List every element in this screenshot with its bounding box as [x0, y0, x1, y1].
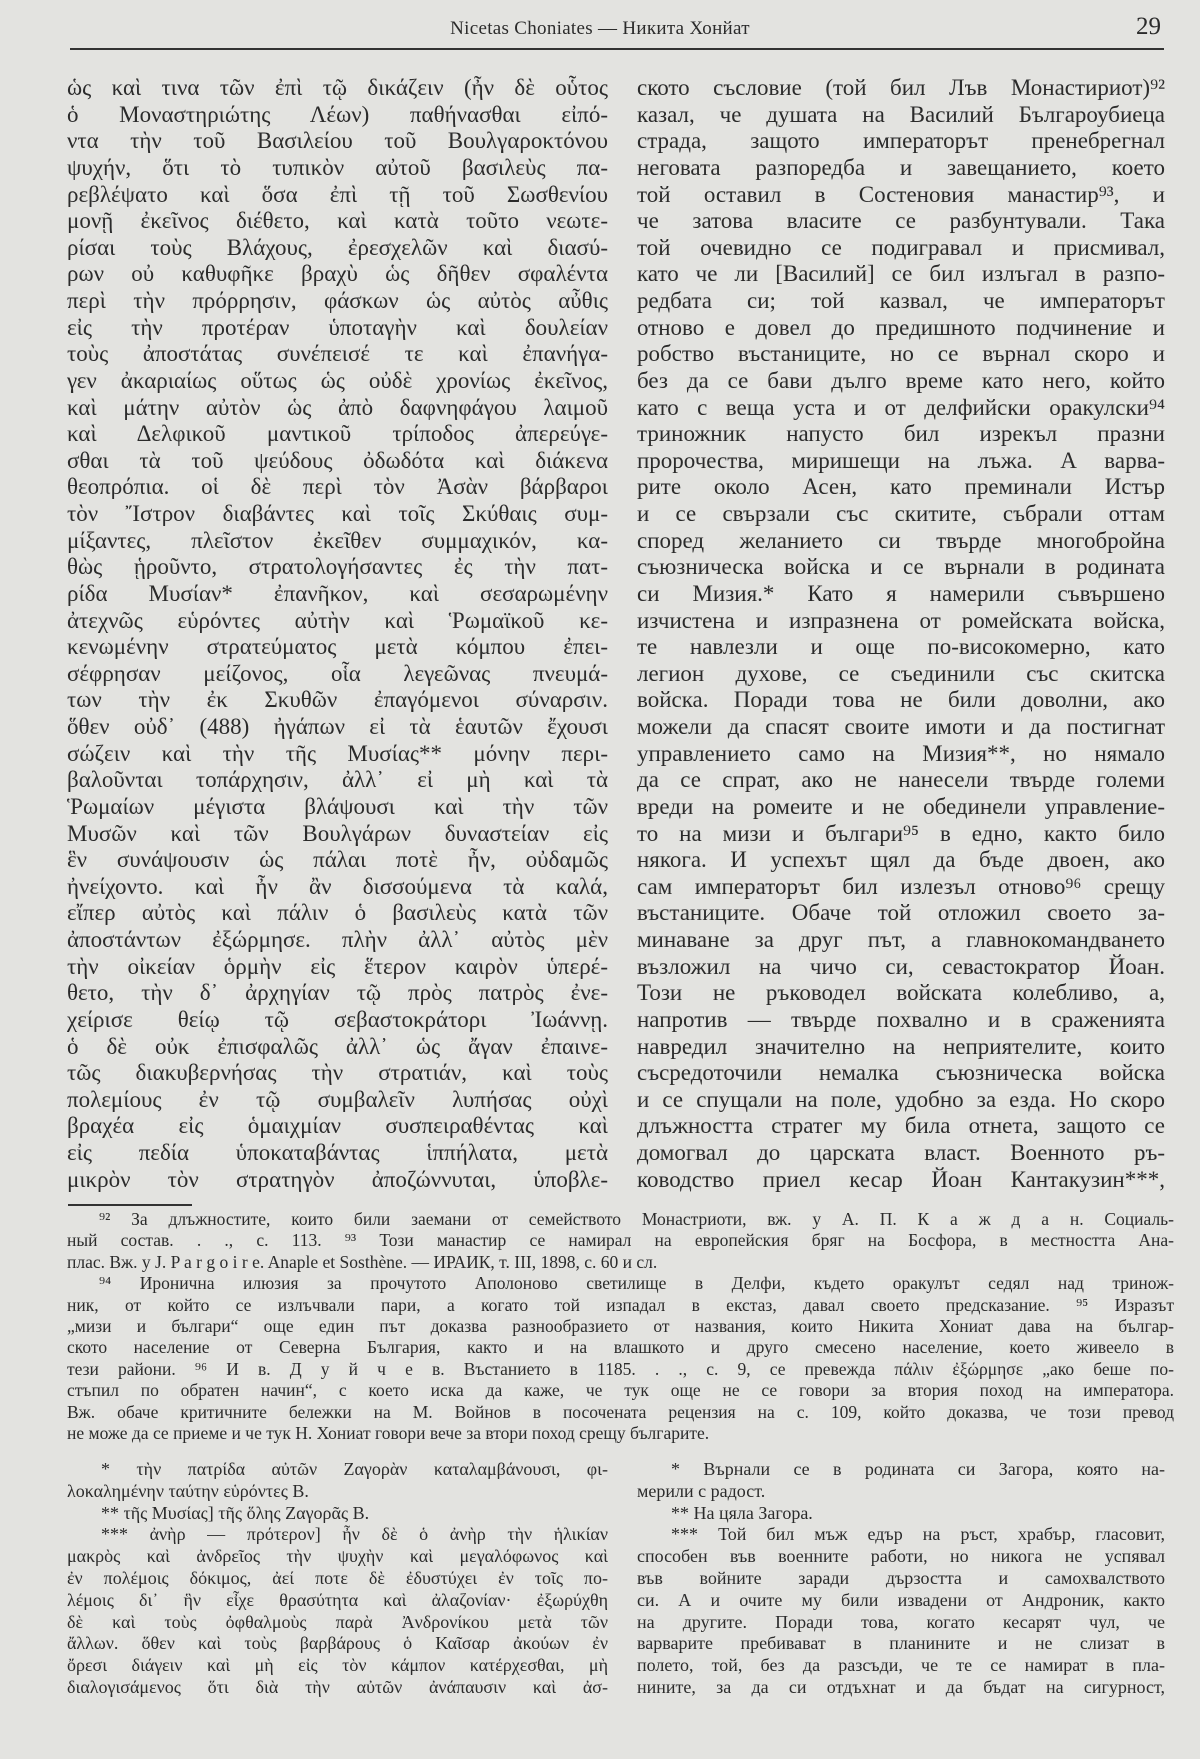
greek-text-line: ντα τὴν τοῦ Βασιλείου τοῦ Βουλγαροκτόνου — [67, 128, 608, 154]
greek-text-line: βραχέα εἰς ὁμαιχμίαν συσπειραθέντας καὶ — [67, 1113, 608, 1139]
bulgarian-text-line: да се спрат, ако не нанесели твърде големи — [637, 767, 1165, 793]
greek-text-line: Μυσῶν καὶ τῶν Βουλγάρων δυναστείαν εἰς — [67, 820, 608, 846]
bulgarian-note-line: мерили с радост. — [637, 1480, 766, 1501]
greek-text-line: τὴν οἰκείαν ὁρμὴν εἰς ἕτερον καιρὸν ὑπερέ- — [67, 953, 608, 979]
greek-text-line: ρίδα Μυσίαν* ἐπανῆκον, καὶ σεσαρωμένην — [67, 580, 608, 606]
header-rule — [70, 48, 1164, 50]
greek-text-line: βαλοῦνται τοπάρχησιν, ἀλλ᾽ εἰ μὴ καὶ τὰ — [67, 767, 608, 793]
bulgarian-text-line: като с веща уста и от делфийски оракулски⁹⁴ — [637, 394, 1165, 420]
bulgarian-text-line: домогвал до царската власт. Военното ръ- — [637, 1140, 1165, 1165]
greek-note-line: διαλογισάμενος ὅτι διὰ τὴν αὐτῶν ἀνάπαυσιν καὶ ἀσ- — [67, 1676, 608, 1697]
bulgarian-text-line: рите около Асен, като преминали Истър — [637, 474, 1165, 500]
page-number: 29 — [1136, 13, 1161, 40]
footnote-line: плас. Вж. у J. P a r g o i r e. Anaple et Sosthène. — ИРАИК, т. III, 1898, с. 60 и сл. — [67, 1251, 658, 1272]
bulgarian-text-line: съюзническа войска и се върнали в родината — [637, 554, 1165, 580]
bulgarian-translation-column — [637, 75, 1165, 1193]
greek-text-line: πολεμίους ἐν τῷ συμβαλεῖν λυπήσας οὐχὶ — [67, 1086, 608, 1112]
bulgarian-note-line: си. А и очите му били извадени от Андроник, както — [637, 1589, 1165, 1610]
bulgarian-text-line: той оставил в Состеновия манастир⁹³, и — [637, 181, 1165, 207]
bulgarian-text-line: можели да спасят своите имоти и да постигнат — [637, 714, 1165, 739]
greek-text-line: ὅθεν οὐδ᾽ (488) ἠγάπων εἰ τὰ ἑαυτῶν ἔχουσι — [67, 714, 608, 739]
greek-text-line: γεν ἀκαριαίως οὕτως ὡς οὐδὲ χρονίως ἐκεῖνος, — [67, 367, 608, 393]
bulgarian-text-line: триножник напусто бил изрекъл празни — [637, 421, 1165, 447]
bulgarian-text-line: възложил на чичо си, севастократор Йоан. — [637, 953, 1165, 979]
bulgarian-text-line: редбата си; той казвал, че императорът — [637, 288, 1165, 313]
bulgarian-text-line: ското съсловие (той бил Лъв Монастириот)⁹² — [637, 75, 1165, 100]
footnote-line: ный состав. . ., с. 113. ⁹³ Този манастир се намирал на европейския бряг на Босфора, в местността Ана- — [67, 1230, 1174, 1251]
greek-text-line: τῶς διακυβερνήσας τὴν στρατιάν, καὶ τοὺς — [67, 1060, 608, 1086]
greek-text-line: ρίσαι τοὺς Βλάχους, ἐρεσχελῶν καὶ διασύ- — [67, 234, 608, 260]
bulgarian-text-line: напротив — твърде похвално и в сраженията — [637, 1006, 1165, 1032]
greek-text-line: τὸν Ἴστρον διαβάντες καὶ τοῖς Σκύθαις συμ- — [67, 501, 608, 526]
greek-text-line: ἀτεχνῶς εὑρόντες αὐτὴν καὶ Ῥωμαϊκοῦ κε- — [67, 607, 608, 633]
bulgarian-text-line: че затова власите се разбунтували. Така — [637, 208, 1165, 234]
greek-text-line: μίξαντες, πλεῖστον ἐκεῖθεν συμμαχικόν, κα- — [67, 527, 608, 553]
bulgarian-text-line: той очевидно се подигравал и присмивал, — [637, 234, 1165, 260]
greek-text-line: ψυχήν, ὅτι τὸ τυπικὸν αὐτοῦ βασιλεὺς πα- — [67, 154, 608, 180]
greek-text-line: καὶ Δελφικοῦ μαντικοῦ τρίποδος ἀπερεύγε- — [67, 421, 608, 447]
footnote-line: не може да се приеме и че тук Н. Хониат говори вече за втори поход срещу българите. — [67, 1422, 710, 1443]
footnotes — [67, 1209, 1174, 1444]
greek-note-line: ἐν πολέμοις δόκιμος, ἀεί ποτε δὲ ἐδυστύχει ἐν τοῖς πο- — [67, 1567, 608, 1588]
bulgarian-note-line: нините, за да си отдъхнат и да бъдат на сигурност, — [637, 1676, 1165, 1697]
bulgarian-text-line: минаване за друг път, а главнокомандването — [637, 927, 1165, 952]
greek-text-line: κενωμένην στρατεύματος μετὰ κόμπου ἐπει- — [67, 634, 608, 660]
greek-text-line: καὶ μάτην αὐτὸν ὡς ἀπὸ δαφνηφάγου λαιμοῦ — [67, 394, 608, 420]
bulgarian-note-line: на другите. Поради това, когато кесарят чул, че — [637, 1611, 1165, 1632]
footnote-line: ⁹⁴ Иронична илюзия за прочутото Аполоново светилище в Делфи, където оракулът седял над тринож- — [99, 1273, 1174, 1294]
greek-note-line: *** ἀνὴρ — πρότερον] ἦν δὲ ὁ ἀνὴρ τὴν ἡλικίαν — [101, 1524, 608, 1545]
greek-text-line: ρεβλέψατο καὶ ὅσα ἐπὶ τῇ τοῦ Σωσθενίου — [67, 181, 608, 207]
greek-note-line: λέμοις δι᾽ ἣν εἶχε θρασύτητα καὶ ἀλαζονίαν· ἐξωρύχθη — [67, 1589, 608, 1610]
bulgarian-text-line: отново е довел до предишното подчинение и — [637, 314, 1165, 340]
bulgarian-text-line: Този не ръководел войската колебливо, а, — [637, 980, 1165, 1006]
bulgarian-text-line: без да се бави дълго време като него, който — [637, 367, 1165, 393]
greek-text-line: θεοπρόπια. οἱ δὲ περὶ τὸν Ἀσὰν βάρβαροι — [67, 474, 608, 500]
footnote-line: ското население от Северна България, както и на влашкото и друго смесено население, което живеело в — [67, 1337, 1174, 1358]
bulgarian-note-line: варварите пребивават в планините и не слизат в — [637, 1633, 1165, 1654]
greek-text-line: ἓν συνάψουσιν ὡς πάλαι ποτὲ ἦν, οὐδαμῶς — [67, 847, 608, 873]
running-title: Nicetas Choniates — Никита Хонйат — [450, 18, 750, 39]
bulgarian-text-line: въстаниците. Обаче той отложил своето за- — [637, 900, 1165, 926]
footnote-line: „мизи и българи“ още един път доказва разнообразието от названия, които Никита Хониат дава на българ- — [67, 1315, 1174, 1336]
greek-text-line: μικρὸν τὸν στρατηγὸν ἀποζώννυται, ὑποβλε- — [67, 1166, 608, 1192]
bulgarian-text-line: войска. Поради това не били доволни, ако — [637, 687, 1165, 713]
bulgarian-text-line: ководство приел кесар Йоан Кантакузин***, — [637, 1166, 1165, 1192]
bulgarian-text-line: някога. И успехът щял да бъде двоен, ако — [637, 847, 1165, 873]
bulgarian-note-line: ** На цяла Загора. — [671, 1502, 813, 1523]
bulgarian-text-line: навредил значително на неприятелите, които — [637, 1033, 1165, 1059]
greek-text-column — [67, 75, 608, 1193]
greek-text-line: εἴπερ αὐτὸς καὶ πάλιν ὁ βασιλεὺς κατὰ τῶν — [67, 900, 608, 926]
greek-text-line: χείρισε θείῳ τῷ σεβαστοκράτορι Ἰωάννῃ. — [67, 1006, 608, 1032]
bulgarian-text-line: легион духове, се съединили със скитска — [637, 660, 1165, 686]
greek-text-line: τοὺς ἀποστάτας συνέπεισέ τε καὶ ἐπανήγα- — [67, 341, 608, 367]
greek-note-line: λοκαλημένην ταύτην εὑρόντες B. — [67, 1480, 309, 1501]
greek-text-line: σώζειν καὶ τὴν τῆς Μυσίας** μόνην περι- — [67, 740, 608, 766]
bulgarian-text-line: вреди на ромеите и не обединели управление- — [637, 793, 1165, 819]
greek-text-line: μονῇ ἐκεῖνος διέθετο, καὶ κατὰ τοῦτο νεωτε- — [67, 208, 608, 234]
bulgarian-text-line: и се спущали на поле, удобно за езда. Но скоро — [637, 1086, 1165, 1112]
bulgarian-text-line: длъжността стратег му била отнета, защото се — [637, 1113, 1165, 1139]
bulgarian-text-line: според желанието си твърде многобройна — [637, 527, 1165, 553]
footnote-line: тези райони. ⁹⁶ И в. Д у й ч е в. Въстанието в 1185. . ., с. 9, се превежда πάλιν ἐξώρμησε „ако беше по- — [67, 1358, 1174, 1379]
bulgarian-text-line: пророчества, миришещи на лъжа. А варва- — [637, 447, 1165, 473]
footnote-separator — [68, 1204, 192, 1206]
greek-text-line: ἀποστάντων ἐξώρμησε. πλὴν ἀλλ᾽ αὐτὸς μὲν — [67, 927, 608, 952]
bulgarian-note-line: *** Той бил мъж едър на ръст, храбър, гласовит, — [671, 1524, 1165, 1545]
bulgarian-text-line: неговата разпоредба и завещанието, което — [637, 154, 1165, 180]
bulgarian-note-line: полето, той, без да разсъди, че те се намират в пла- — [637, 1655, 1165, 1676]
greek-text-line: σέφρησαν μείζονος, οἷα λεγεῶνας πνευμά- — [67, 660, 608, 686]
bulgarian-note-line: * Върнали се в родината си Загора, която на- — [671, 1459, 1165, 1479]
greek-text-line: ὁ δὲ οὐκ ἐπισφαλῶς ἀλλ᾽ ὡς ἄγαν ἐπαινε- — [67, 1033, 608, 1059]
greek-note-line: ἄλλων. ὅθεν καὶ τοὺς βαρβάρους ὁ Καῖσαρ ἀκούων ἐν — [67, 1633, 608, 1654]
footnote-line: стъпил по обратен начин“, с което иска да каже, че тук още не се говори за втория поход на императора. — [67, 1380, 1174, 1401]
greek-note-line: δὲ καὶ τοὺς ὀφθαλμοὺς παρὰ Ἀνδρονίκου μετὰ τῶν — [67, 1611, 608, 1632]
greek-text-line: εἰς πεδία ὑποκαταβάντας ἱππήλατα, μετὰ — [67, 1140, 608, 1165]
bulgarian-text-line: си Мизия.* Като я намерили съвършено — [637, 580, 1165, 606]
greek-text-line: των τὴν ἐκ Σκυθῶν ἐπαγόμενοι σύναρσιν. — [67, 687, 608, 713]
greek-text-line: θετο, τὴν δ᾽ ἀρχηγίαν τῷ πρὸς πατρὸς ἐνε- — [67, 980, 608, 1006]
greek-text-line: θὼς ᾑροῦντο, στρατολογήσαντες ἐς τὴν πατ- — [67, 554, 608, 580]
bulgarian-text-line: съсредоточили немалка съюзническа войска — [637, 1060, 1165, 1086]
bulgarian-text-line: казал, че душата на Василий Българоубиеца — [637, 101, 1165, 127]
greek-note-line: * τὴν πατρίδα αὐτῶν Ζαγορὰν καταλαμβάνουσι, φι- — [101, 1459, 608, 1479]
bulgarian-text-line: робство въстаниците, но се върнал скоро и — [637, 341, 1165, 367]
bulgarian-note-line: във войните заради дързостта и самохвалството — [637, 1567, 1165, 1588]
greek-text-line: περὶ τὴν πρόρρησιν, φάσκων ὡς αὐτὸς αὖθις — [67, 288, 608, 313]
bulgarian-text-line: като че ли [Василий] се бил излъгал в разпо- — [637, 261, 1165, 287]
greek-note-line: ὄρεσι διάγειν καὶ μὴ εἰς τὸν κάμπον κατέρχεσθαι, μὴ — [67, 1655, 608, 1676]
greek-text-line: ἠνείχοντο. καὶ ἦν ἂν δισσούμενα τὰ καλά, — [67, 873, 608, 899]
bulgarian-text-line: сам императорът бил излезъл отново⁹⁶ срещу — [637, 873, 1165, 899]
bulgarian-text-line: то на мизи и българи⁹⁵ в едно, както било — [637, 820, 1165, 846]
bulgarian-apparatus-notes — [637, 1459, 1165, 1699]
greek-text-line: Ῥωμαίων μέγιστα βλάψουσι καὶ τὴν τῶν — [67, 793, 608, 819]
bulgarian-text-line: управлението само на Мизия**, но нямало — [637, 740, 1165, 766]
greek-note-line: ** τῆς Μυσίας] τῆς ὅλης Ζαγορᾶς B. — [101, 1502, 370, 1523]
footnote-line: Вж. обаче критичните бележки на М. Войнов в посочената рецензия на с. 109, който доказва, че този превод — [67, 1401, 1174, 1422]
footnote-line: ник, от който се излъчвали пари, а когато той изпадал в екстаз, давал своето предсказание. ⁹⁵ Изразът — [67, 1294, 1174, 1315]
bulgarian-note-line: способен във военните работи, но никога не успявал — [637, 1546, 1165, 1567]
greek-text-line: ρων οὐ καθυφῆκε βραχὺ ὡς δῆθεν σφαλέντα — [67, 261, 608, 287]
bulgarian-text-line: страда, защото императорът пренебрегнал — [637, 128, 1165, 154]
greek-text-line: σθαι τὰ τοῦ ψεύδους ὀδωδότα καὶ διάκενα — [67, 447, 608, 473]
bulgarian-text-line: те навлезли и още по-високомерно, като — [637, 634, 1165, 660]
greek-text-line: ὁ Μοναστηριώτης Λέων) παθήνασθαι εἰπό- — [67, 101, 608, 127]
bulgarian-text-line: изчистена и изпразнена от ромейската войска, — [637, 607, 1165, 633]
greek-apparatus-notes — [67, 1459, 608, 1699]
greek-text-line: ὡς καὶ τινα τῶν ἐπὶ τῷ δικάζειν (ἦν δὲ οὗτος — [67, 75, 608, 100]
bulgarian-text-line: и се свързали със скитите, събрали оттам — [637, 501, 1165, 526]
greek-note-line: μακρὸς καὶ ἀνδρεῖος τὴν ψυχὴν καὶ μεγαλόφωνος καὶ — [67, 1546, 608, 1567]
footnote-line: ⁹² За длъжностите, които били заемани от семейството Монастриоти, вж. у А. П. К а ж д а н. Социаль- — [99, 1209, 1174, 1229]
greek-text-line: εἰς τὴν προτέραν ὑποταγὴν καὶ δουλείαν — [67, 314, 608, 340]
